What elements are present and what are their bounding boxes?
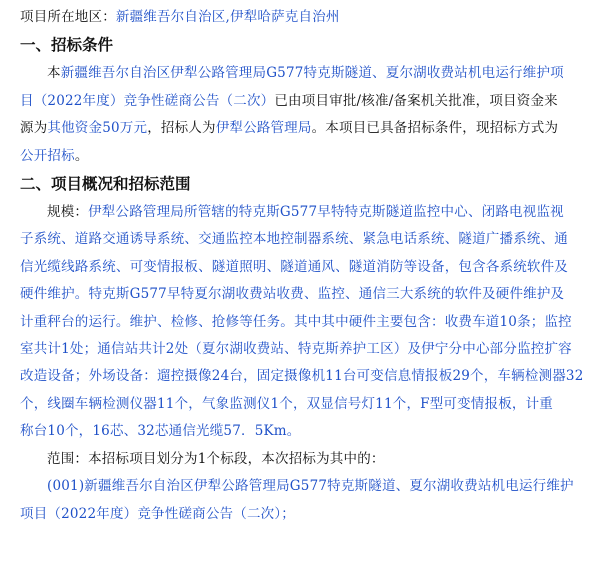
scale-line: 个，线圈车辆检测仪器11个，气象监测仪1个，双显信号灯11个，F型可变情报板，计重 bbox=[20, 395, 554, 412]
scale-line: 硬件维护。特克斯G577早特夏尔湖收费站收费、监控、通信三大系统的软件及硬件维护及 bbox=[20, 286, 565, 303]
section-heading-conditions: 一、招标条件 bbox=[20, 36, 114, 55]
lot-line: 项目（2022年度）竞争性磋商公告（二次）； bbox=[20, 505, 296, 522]
scale-line: 称台10个，16芯、32芯通信光缆57．5Km。 bbox=[20, 423, 301, 440]
scale-text: 伊犁公路管理局所管辖的特克斯G577早特特克斯隧道监控中心、闭路电视监视 bbox=[88, 204, 564, 221]
range-label: 范围： bbox=[47, 450, 89, 467]
paragraph-line bbox=[20, 88, 602, 115]
paragraph-line bbox=[20, 143, 602, 170]
paragraph-line bbox=[20, 60, 602, 87]
scale-line bbox=[20, 199, 602, 226]
tender-method: 公开招标 bbox=[20, 147, 75, 164]
location-line bbox=[20, 4, 602, 31]
location-value: 新疆维吾尔自治区,伊犁哈萨克自治州 bbox=[115, 9, 340, 25]
scale-line: 子系统、道路交通诱导系统、交通监控本地控制器系统、紧急电话系统、隧道广播系统、通 bbox=[20, 231, 568, 248]
text-run: 。 bbox=[74, 147, 89, 164]
project-name-cont: 目（2022年度）竞争性磋商公告（二次） bbox=[20, 92, 275, 109]
project-name: 新疆维吾尔自治区伊犁公路管理局G577特克斯隧道、夏尔湖收费站机电运行维护项 bbox=[60, 65, 564, 82]
scale-line: 改造设备；外场设备：遛控摄像24台，固定摄像机11台可变信息情报板29个，车辆检测器32 bbox=[20, 368, 584, 385]
location-label: 项目所在地区： bbox=[20, 9, 116, 25]
scale-line: 信光缆线路系统、可变情报板、隧道照明、隧道通风、隧道消防等设备，包含各系统软件及 bbox=[20, 258, 568, 275]
fund-source: 其他资金50万元 bbox=[47, 120, 148, 137]
text-run: 。本项目已具备招标条件，现招标方式为 bbox=[311, 120, 559, 137]
scale-label: 规模： bbox=[47, 204, 89, 221]
section-heading-overview: 二、项目概况和招标范围 bbox=[20, 175, 191, 194]
text-run: 源为 bbox=[20, 120, 48, 137]
lot-line: (001)新疆维吾尔自治区伊犁公路管理局G577特克斯隧道、夏尔湖收费站机电运行维护 bbox=[47, 478, 574, 495]
range-line bbox=[20, 446, 602, 473]
paragraph-line bbox=[20, 115, 602, 142]
scale-line: 室共计1处；通信站共计2处（夏尔湖收费站、特克斯养护工区）及伊宁分中心部分监控扩容 bbox=[20, 341, 572, 358]
text-run: ，招标人为 bbox=[147, 120, 216, 137]
text-run: 本 bbox=[47, 65, 61, 82]
text-run: 已由项目审批/核准/备案机关批准，项目资金来 bbox=[274, 92, 558, 109]
tenderer: 伊犁公路管理局 bbox=[215, 120, 312, 137]
range-text: 本招标项目划分为1个标段，本次招标为其中的： bbox=[88, 450, 385, 467]
scale-line: 计重秤台的运行。维护、检修、抢修等任务。其中其中硬件主要包含：收费车道10条；监控 bbox=[20, 313, 572, 330]
